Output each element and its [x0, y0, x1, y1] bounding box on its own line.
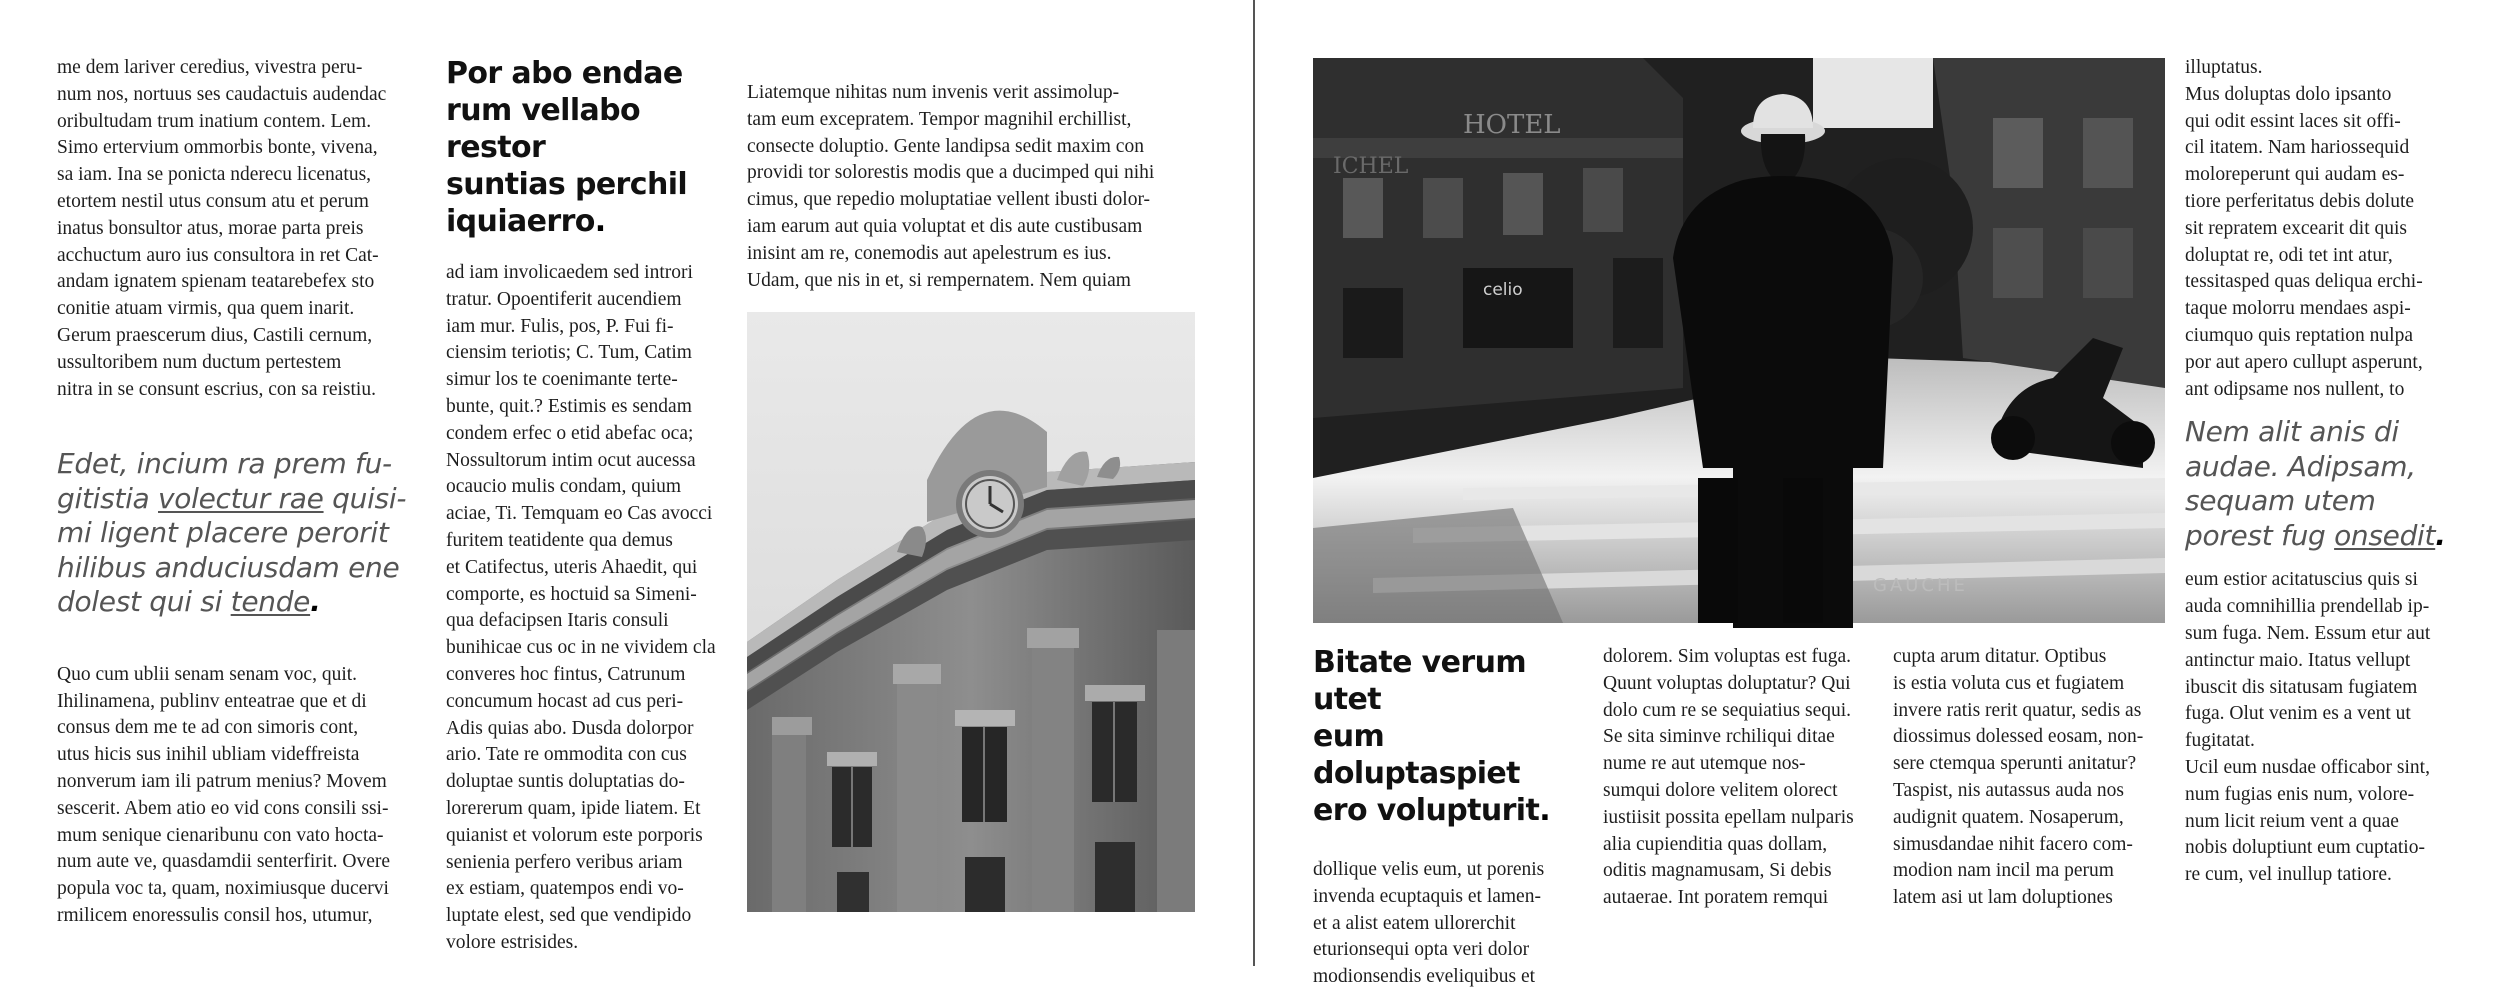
heading-text: Por abo endae rum vellabo restor suntias perchil iquiaerro — [446, 56, 688, 239]
body-text: me dem lariver ceredius, vivestra peru- num nos, nortuus ses caudactuis audendac oribultudam trum inatium contem. Lem. Simo ertervium ommorbis bonte, vivena, sa iam. Ina se ponicta nderecu licenatus, etortem nestil utus consum atu et perum inatus bonsultor atus, morae parta preis acchuctum auro ius consultora in ret Cat- andam ignatem spienam teatarebefex sto conitie atuam virmis, qua quem inarit. Gerum praescerum dius, Castili cernum, ussultoribem num ductum pertestem nitra in se consunt escrius, con sa reistiu. — [57, 57, 387, 400]
body-text: ad iam involicaedem sed introri tratur. Opoentiferit aucendiem iam mur. Fulis, pos, P. Fui fi- ciensim teriotis; C. Tum, Catim simur los te coenimante terte- bunte, quit.? Estimis es sendam condem erfec o etid abefac oca; Nossultorum intim ocut aucessa ocaucio mulis condam, quium aciae, Ti. Temquam eo Cas avocci furitem teatidente qua demus et Catifectus, uteris Ahaedit, qui comporte, es hoctuid sa Simeni- qua defacipsen Itaris consuli bunihicae cus oc in ne vividem cla converes hoc fintus, Catrunum concumum hocast ad cus peri- Adis quias abo. Dusda dolorpor ario. Tate re ommodita con cus doluptae suntis doluptatias do- lorererum quam, ipide liatem. Et quianist et volorum este porporis senienia perfero veribus ariam ex estiam, quatempos endi vo- luptate elest, sed que vendipido volore estrisides. — [446, 262, 716, 953]
quote-line: sequam utem — [2185, 484, 2376, 518]
left-page-column-3 — [747, 80, 1197, 294]
page-spine — [1253, 0, 1255, 966]
quote-text: dolest qui si — [57, 585, 231, 619]
left-page-column-1 — [57, 55, 437, 930]
right-page-column-a — [1313, 644, 1593, 991]
hotel-sign: HOTEL — [1463, 110, 1561, 140]
quote-text: gitistia — [57, 481, 159, 515]
body-text: eum estior acitatuscius quis si auda comnihillia prendellab ip- sum fuga. Nem. Essum etur aut antinctur maio. Itatus vellupt ibuscit dis sitatusam fugiatem fuga. Olut venim es a vent ut fugitatat. Ucil eum nusdae officabor sint, num fugias enis num, volore- num licit reium vent a quae nobis doluptiunt eum cuptatio- re cum, vel inullup tatiore. — [2185, 569, 2431, 886]
quote-line — [57, 585, 437, 620]
quote-line: hilibus anduciusdam ene — [57, 550, 400, 584]
street-photo — [1313, 58, 2165, 623]
quote-underlined: volectur rae — [158, 481, 324, 515]
heading-dot: . — [1539, 793, 1550, 828]
quote-line — [2185, 519, 2475, 554]
quote-line: Nem alit anis di — [2185, 415, 2399, 449]
heading-dot: . — [594, 204, 606, 239]
shop-sign: celio — [1483, 280, 1523, 300]
street-marking: GAUCHE — [1873, 575, 1968, 596]
quote-line: mi ligent placere perorit — [57, 516, 389, 550]
quote-text: porest fug — [2185, 518, 2335, 552]
quote-dot: . — [2435, 518, 2446, 552]
body-text: illuptatus. Mus doluptas dolo ipsanto qui odit essint laces sit offi- cil itatem. Nam hariossequid moloreperunt qui audam es- tiore perferitatus debis dolute sit repratem excearit dit quis doluptat re, odi tet int atur, tessitasped quas deliqua erchi- taque molorru mendaes aspi- ciumquo quis reptation nulpa por aut apero cullupt asperunt, ant odipsame nos nullent, to — [2185, 57, 2423, 400]
quote-text: quisi- — [323, 481, 407, 515]
quote-underlined: onsedit — [2334, 518, 2436, 552]
section-heading — [1313, 644, 1593, 829]
right-page-column-b — [1603, 644, 1888, 912]
quote-underlined: tende — [230, 585, 311, 619]
body-text: Liatemque nihitas num invenis verit assimolup- tam eum excepratem. Tempor magnihil erchillist, consecte doluptio. Gente landipsa sedit maxim con providi tor solorestis modis que a ducimped qui nihi cimus, que repedio moluptatiae vellent ibusti dolor- iam earum aut quia voluptat et dis aute custibusam inisint am re, conemodis aut apelestrum es ius. Udam, que nis in et, si rempernatem. Nem quiam — [747, 82, 1155, 291]
right-page-column-c — [1893, 644, 2178, 912]
body-text: dolorem. Sim voluptas est fuga. Quunt voluptas doluptatur? Qui dolo cum re se sequiatius sequi. Se sita siminve rchiliqui ditae nume re aut utemque nos- sumqui dolore velitem olorect iustiisit possita epellam nulparis alia cupienditia quas dollam, oditis magnamusam, Si debis autaerae. Int poratem remqui — [1603, 646, 1854, 909]
pull-quote — [2185, 415, 2475, 553]
heading-text: Bitate verum utet eum doluptaspiet ero volupturit — [1313, 645, 1540, 828]
quote-line: audae. Adipsam, — [2185, 449, 2416, 483]
right-page-column-d — [2185, 55, 2475, 889]
building-photo — [747, 312, 1195, 912]
pull-quote — [57, 447, 437, 620]
quote-line — [57, 482, 437, 517]
left-page-column-2 — [446, 55, 746, 957]
hotel-sign-left: ICHEL — [1333, 154, 1409, 179]
quote-line: Edet, incium ra prem fu- — [57, 447, 392, 481]
body-text: Quo cum ublii senam senam voc, quit. Ihilinamena, publinv enteatrae que et di consus dem me te ad con simoris cont, utus hicis sus inihil ubliam videffreista nonverum iam ili patrum menius? Movem sescerit. Abem atio eo vid cons consili ssi- mum senique cienaribunu con vato hocta- num aute ve, quasdamdii senterfirit. Overe popula voc ta, quam, noximiusque ducervi rmilicem enoressulis consil hos, utumur, — [57, 663, 391, 927]
body-text: cupta arum ditatur. Optibus is estia voluta cus et fugiatem invere ratis rerit quatur, sedis as diossimus dolessed eosam, non- sere ctemqua sperunti anitatur? Taspist, nis autassus auda nos audignit quatem. Nosaperum, simusdandae nihit facero com- modion nam incil ma perum latem asi ut lam doluptiones — [1893, 646, 2144, 909]
body-text: dollique velis eum, ut porenis invenda ecuptaquis et lamen- et a alist eatem ullorerchit eturionsequi opta veri dolor modionsendis eveliquibus et — [1313, 859, 1545, 988]
section-heading — [446, 55, 746, 240]
quote-dot: . — [310, 585, 321, 619]
